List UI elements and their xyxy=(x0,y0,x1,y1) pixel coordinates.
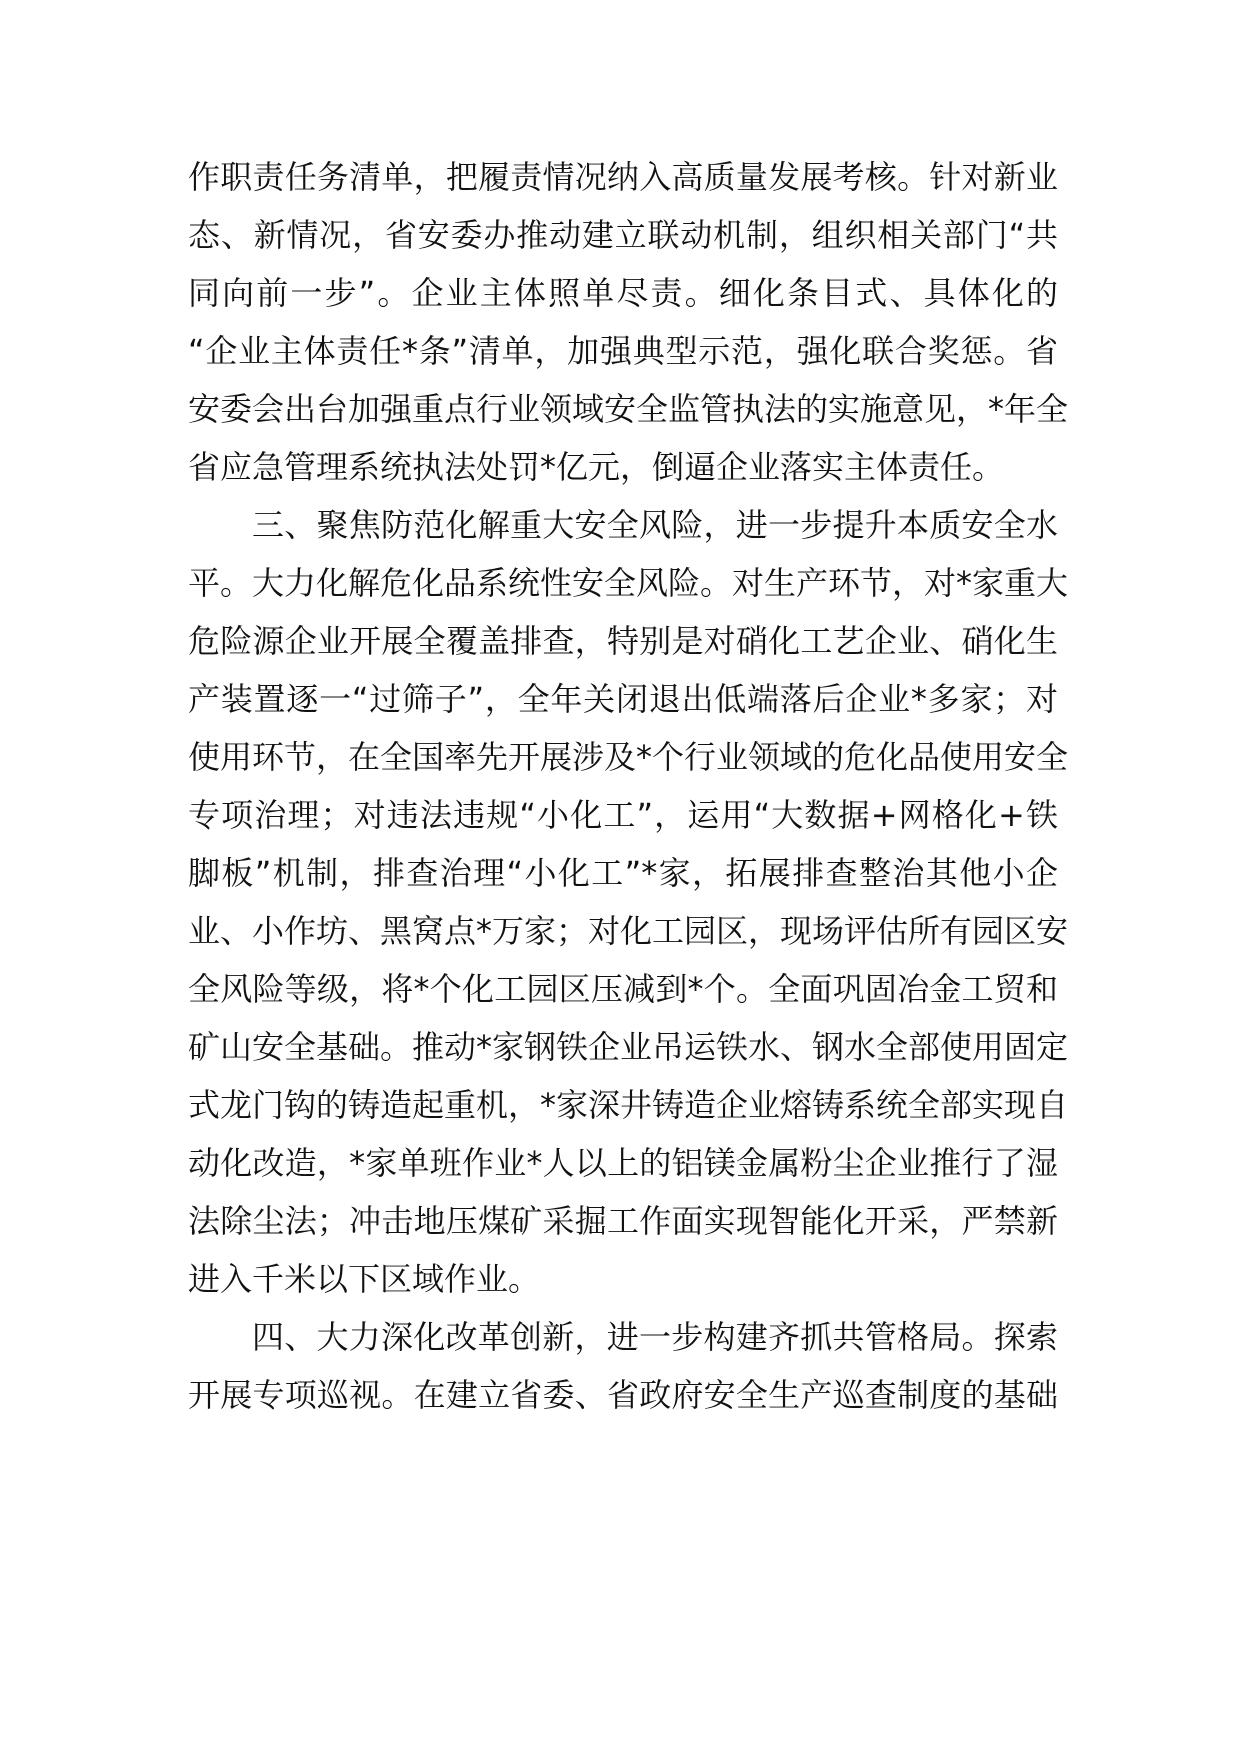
body-text-line: 同向前一步”。企业主体照单尽责。细化条目式、具体化的 xyxy=(188,274,1058,312)
body-text-line: 平。大力化解危化品系统性安全风险。对生产环节，对*家重大 xyxy=(188,564,1069,602)
section-three-heading-line: 三、聚焦防范化解重大安全风险，进一步提升本质安全水 xyxy=(252,506,1058,544)
body-text-line: 产装置逐一“过筛子”，全年关闭退出低端落后企业*多家；对 xyxy=(188,680,1058,718)
body-text-line: 式龙门钩的铸造起重机，*家深井铸造企业熔铸系统全部实现自 xyxy=(188,1086,1069,1124)
section-four-heading-line: 四、大力深化改革创新，进一步构建齐抓共管格局。探索 xyxy=(252,1318,1058,1356)
body-text-line: 使用环节，在全国率先开展涉及*个行业领域的危化品使用安全 xyxy=(188,738,1069,776)
body-text-line: 业、小作坊、黑窝点*万家；对化工园区，现场评估所有园区安 xyxy=(188,912,1069,950)
body-text-line: “企业主体责任*条”清单，加强典型示范，强化联合奖惩。省 xyxy=(188,332,1058,370)
paragraph-end-line: 省应急管理系统执法处罚*亿元，倒逼企业落实主体责任。 xyxy=(188,448,1005,486)
body-text-line: 作职责任务清单，把履责情况纳入高质量发展考核。针对新业 xyxy=(188,158,1058,196)
body-text-line: 全风险等级，将*个化工园区压减到*个。全面巩固冶金工贸和 xyxy=(188,970,1058,1008)
body-text-line: 态、新情况，省安委办推动建立联动机制，组织相关部门“共 xyxy=(188,216,1058,254)
body-text-line: 危险源企业开展全覆盖排查，特别是对硝化工艺企业、硝化生 xyxy=(188,622,1058,660)
body-text-line: 法除尘法；冲击地压煤矿采掘工作面实现智能化开采，严禁新 xyxy=(188,1202,1058,1240)
paragraph-end-line: 进入千米以下区域作业。 xyxy=(188,1260,541,1298)
body-text-line: 开展专项巡视。在建立省委、省政府安全生产巡查制度的基础 xyxy=(188,1376,1058,1414)
body-text-line: 矿山安全基础。推动*家钢铁企业吊运铁水、钢水全部使用固定 xyxy=(188,1028,1069,1066)
body-text-line: 专项治理；对违法违规“小化工”，运用“大数据+网格化+铁 xyxy=(188,796,1058,834)
body-text-line: 脚板”机制，排查治理“小化工”*家，拓展排查整治其他小企 xyxy=(188,854,1058,892)
body-text-line: 动化改造，*家单班作业*人以上的铝镁金属粉尘企业推行了湿 xyxy=(188,1144,1058,1182)
body-text-line: 安委会出台加强重点行业领域安全监管执法的实施意见，*年全 xyxy=(188,390,1069,428)
